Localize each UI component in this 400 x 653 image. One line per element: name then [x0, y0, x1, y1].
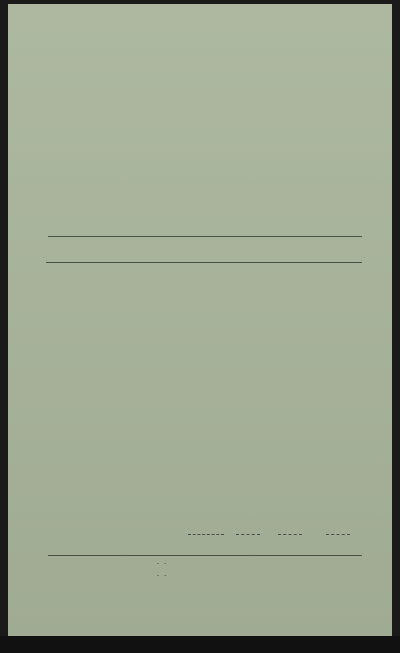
document-page: - - - -: [8, 4, 392, 636]
divider: [48, 555, 362, 556]
total-rule: [326, 534, 350, 535]
divider: [46, 262, 362, 263]
footer-bar: [0, 636, 400, 653]
total-rule: [188, 534, 224, 535]
total-rule: [236, 534, 260, 535]
total-rule: [278, 534, 302, 535]
divider: [48, 236, 362, 237]
